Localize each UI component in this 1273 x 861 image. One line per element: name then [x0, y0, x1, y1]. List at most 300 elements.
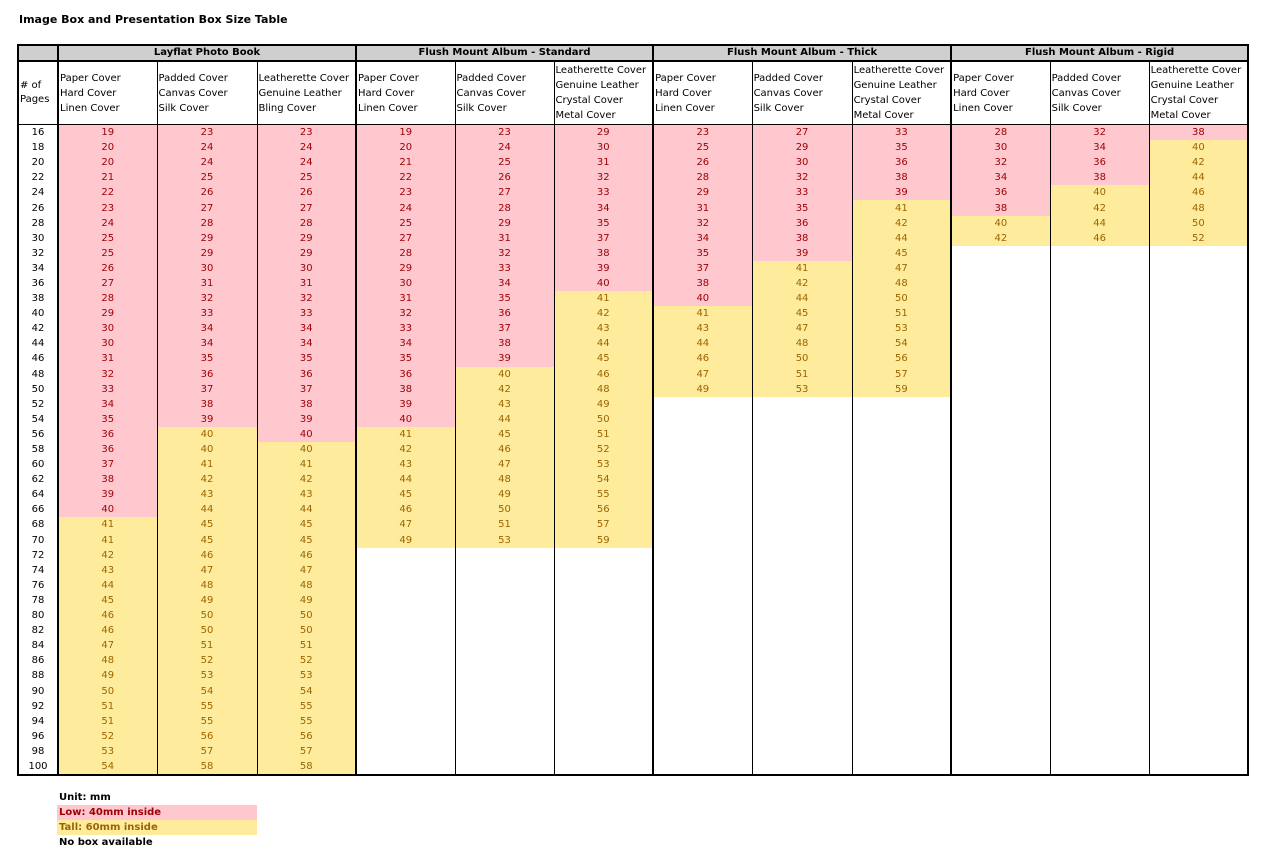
- box-size-cell: 36: [157, 367, 257, 382]
- box-size-cell: [356, 699, 455, 714]
- legend-low: Low: 40mm inside: [57, 805, 257, 820]
- box-size-cell: [554, 668, 653, 683]
- box-size-cell: 51: [257, 638, 356, 653]
- box-size-cell: 44: [653, 336, 752, 351]
- box-size-cell: 53: [752, 382, 852, 397]
- table-row: [18, 200, 1248, 215]
- cover-name: Silk Cover: [158, 102, 209, 114]
- box-size-cell: 40: [257, 442, 356, 457]
- cover-header-5: [554, 61, 653, 125]
- box-size-cell: 34: [257, 336, 356, 351]
- box-size-cell: [752, 578, 852, 593]
- box-size-cell: 31: [257, 276, 356, 291]
- box-size-cell: 43: [455, 397, 554, 412]
- box-size-cell: [356, 638, 455, 653]
- legend-tall: Tall: 60mm inside: [57, 820, 257, 835]
- box-size-cell: [356, 608, 455, 623]
- legend: [57, 790, 257, 850]
- box-size-cell: [1050, 683, 1149, 698]
- box-size-cell: [752, 397, 852, 412]
- table-row: [18, 517, 1248, 532]
- box-size-cell: [1149, 382, 1248, 397]
- box-size-cell: 40: [554, 276, 653, 291]
- box-size-cell: [1149, 502, 1248, 517]
- box-size-cell: [455, 608, 554, 623]
- box-size-cell: [1149, 593, 1248, 608]
- box-size-cell: [356, 744, 455, 759]
- box-size-cell: [554, 759, 653, 775]
- box-size-cell: [1050, 367, 1149, 382]
- table-row: [18, 276, 1248, 291]
- box-size-cell: 33: [554, 185, 653, 200]
- box-size-cell: 57: [257, 744, 356, 759]
- box-size-cell: 53: [58, 744, 157, 759]
- box-size-cell: 32: [554, 170, 653, 185]
- box-size-cell: [653, 457, 752, 472]
- box-size-cell: 43: [58, 563, 157, 578]
- box-size-cell: 24: [455, 140, 554, 155]
- box-size-cell: 35: [157, 351, 257, 366]
- box-size-cell: 31: [58, 351, 157, 366]
- box-size-cell: [1050, 351, 1149, 366]
- box-size-cell: 31: [356, 291, 455, 306]
- box-size-cell: 29: [554, 125, 653, 141]
- box-size-cell: [554, 653, 653, 668]
- box-size-cell: [852, 578, 951, 593]
- box-size-cell: 41: [157, 457, 257, 472]
- box-size-cell: [752, 563, 852, 578]
- box-size-cell: [951, 759, 1050, 775]
- box-size-cell: 24: [257, 155, 356, 170]
- box-size-cell: [356, 668, 455, 683]
- table-row: [18, 668, 1248, 683]
- box-size-cell: [852, 699, 951, 714]
- box-size-cell: 44: [257, 502, 356, 517]
- box-size-cell: 41: [257, 457, 356, 472]
- box-size-cell: [455, 729, 554, 744]
- box-size-cell: 24: [356, 200, 455, 215]
- box-size-cell: 49: [257, 593, 356, 608]
- box-size-cell: [1050, 397, 1149, 412]
- box-size-cell: [1050, 306, 1149, 321]
- box-size-cell: 48: [1149, 200, 1248, 215]
- box-size-cell: [1050, 744, 1149, 759]
- box-size-cell: 45: [455, 427, 554, 442]
- box-size-cell: [852, 548, 951, 563]
- box-size-cell: [653, 653, 752, 668]
- box-size-cell: 39: [852, 185, 951, 200]
- box-size-cell: [653, 729, 752, 744]
- box-size-cell: 38: [1050, 170, 1149, 185]
- box-size-cell: 38: [157, 397, 257, 412]
- cover-name: Hard Cover: [953, 87, 1010, 99]
- box-size-cell: 48: [58, 653, 157, 668]
- table-row: [18, 155, 1248, 170]
- box-size-cell: 45: [157, 533, 257, 548]
- box-size-cell: [852, 714, 951, 729]
- box-size-cell: 53: [157, 668, 257, 683]
- box-size-cell: 25: [653, 140, 752, 155]
- box-size-cell: 55: [554, 487, 653, 502]
- box-size-cell: [1149, 487, 1248, 502]
- box-size-cell: 42: [356, 442, 455, 457]
- box-size-cell: 36: [1050, 155, 1149, 170]
- pages-header: [18, 61, 58, 125]
- box-size-cell: 44: [554, 336, 653, 351]
- box-size-cell: 50: [157, 608, 257, 623]
- box-size-cell: 28: [356, 246, 455, 261]
- box-size-cell: 49: [653, 382, 752, 397]
- cover-name: Canvas Cover: [1051, 87, 1121, 99]
- box-size-cell: 59: [852, 382, 951, 397]
- box-size-cell: 45: [58, 593, 157, 608]
- box-size-cell: 53: [852, 321, 951, 336]
- cover-header-8: [852, 61, 951, 125]
- box-size-cell: 31: [157, 276, 257, 291]
- cover-name: Leatherette Cover: [1150, 65, 1242, 76]
- box-size-cell: [852, 563, 951, 578]
- box-size-cell: [752, 744, 852, 759]
- box-size-cell: 50: [752, 351, 852, 366]
- page-count-cell: 22: [18, 170, 58, 185]
- box-size-cell: 47: [58, 638, 157, 653]
- cover-name: Padded Cover: [456, 72, 526, 84]
- box-size-cell: [554, 578, 653, 593]
- page-count-cell: 98: [18, 744, 58, 759]
- box-size-cell: 34: [554, 200, 653, 215]
- page-count-cell: 44: [18, 336, 58, 351]
- box-size-cell: [356, 759, 455, 775]
- box-size-cell: [1149, 578, 1248, 593]
- box-size-cell: [554, 683, 653, 698]
- box-size-cell: 50: [257, 608, 356, 623]
- box-size-cell: 29: [752, 140, 852, 155]
- box-size-cell: [1050, 548, 1149, 563]
- box-size-cell: [1050, 487, 1149, 502]
- box-size-cell: 49: [157, 593, 257, 608]
- box-size-cell: [951, 442, 1050, 457]
- box-size-cell: 45: [752, 306, 852, 321]
- box-size-cell: 36: [58, 442, 157, 457]
- box-size-cell: 56: [852, 351, 951, 366]
- box-size-cell: 32: [1050, 125, 1149, 141]
- box-size-cell: 51: [157, 638, 257, 653]
- cover-name: Canvas Cover: [456, 87, 526, 99]
- box-size-cell: 37: [554, 231, 653, 246]
- box-size-cell: 51: [58, 699, 157, 714]
- cover-header-1: [157, 61, 257, 125]
- box-size-table: [17, 44, 1249, 776]
- box-size-cell: [554, 699, 653, 714]
- box-size-cell: 19: [356, 125, 455, 141]
- table-row: [18, 412, 1248, 427]
- box-size-cell: 30: [157, 261, 257, 276]
- box-size-cell: 25: [157, 170, 257, 185]
- box-size-cell: [653, 638, 752, 653]
- box-size-cell: 19: [58, 125, 157, 141]
- box-size-cell: [951, 668, 1050, 683]
- box-size-cell: [1050, 321, 1149, 336]
- box-size-cell: [951, 744, 1050, 759]
- box-size-cell: 42: [852, 216, 951, 231]
- box-size-cell: 24: [257, 140, 356, 155]
- box-size-cell: 48: [752, 336, 852, 351]
- box-size-cell: [1050, 638, 1149, 653]
- page-count-cell: 32: [18, 246, 58, 261]
- box-size-cell: [356, 653, 455, 668]
- box-size-cell: [1149, 699, 1248, 714]
- box-size-cell: [1050, 382, 1149, 397]
- box-size-cell: [951, 623, 1050, 638]
- box-size-cell: 28: [455, 200, 554, 215]
- box-size-cell: [951, 729, 1050, 744]
- box-size-cell: 32: [951, 155, 1050, 170]
- box-size-cell: 25: [58, 231, 157, 246]
- table-row: [18, 125, 1248, 141]
- page-count-cell: 64: [18, 487, 58, 502]
- box-size-cell: 41: [554, 291, 653, 306]
- table-row: [18, 231, 1248, 246]
- box-size-cell: 55: [257, 699, 356, 714]
- box-size-cell: 50: [455, 502, 554, 517]
- table-row: [18, 593, 1248, 608]
- box-size-cell: 50: [257, 623, 356, 638]
- box-size-cell: [951, 276, 1050, 291]
- box-size-cell: [653, 608, 752, 623]
- box-size-cell: 48: [852, 276, 951, 291]
- box-size-cell: [1149, 683, 1248, 698]
- box-size-cell: [1050, 291, 1149, 306]
- box-size-cell: 36: [852, 155, 951, 170]
- box-size-cell: 50: [554, 412, 653, 427]
- box-size-cell: 25: [257, 170, 356, 185]
- box-size-cell: [752, 759, 852, 775]
- box-size-cell: 51: [58, 714, 157, 729]
- box-size-cell: [951, 472, 1050, 487]
- table-row: [18, 578, 1248, 593]
- box-size-cell: 29: [157, 246, 257, 261]
- box-size-cell: 58: [157, 759, 257, 775]
- page-count-cell: 62: [18, 472, 58, 487]
- box-size-cell: 48: [455, 472, 554, 487]
- table-row: [18, 321, 1248, 336]
- box-size-cell: 40: [157, 442, 257, 457]
- table-row: [18, 427, 1248, 442]
- box-size-cell: 29: [58, 306, 157, 321]
- box-size-cell: 33: [157, 306, 257, 321]
- box-size-cell: [951, 593, 1050, 608]
- box-size-cell: 41: [58, 517, 157, 532]
- box-size-cell: 57: [852, 367, 951, 382]
- page-count-cell: 94: [18, 714, 58, 729]
- box-size-cell: [1149, 714, 1248, 729]
- box-size-cell: 45: [554, 351, 653, 366]
- cover-name: Silk Cover: [456, 102, 507, 114]
- cover-name: Canvas Cover: [753, 87, 823, 99]
- box-size-cell: 53: [257, 668, 356, 683]
- box-size-cell: [951, 291, 1050, 306]
- box-size-cell: 42: [1149, 155, 1248, 170]
- legend-unit: Unit: mm: [59, 792, 111, 803]
- box-size-cell: [455, 593, 554, 608]
- box-size-cell: 49: [356, 533, 455, 548]
- box-size-cell: 46: [1149, 185, 1248, 200]
- box-size-cell: [356, 714, 455, 729]
- box-size-cell: [653, 578, 752, 593]
- table-row: [18, 744, 1248, 759]
- group-header-flush-thick: Flush Mount Album - Thick: [653, 45, 951, 61]
- box-size-cell: 41: [58, 533, 157, 548]
- cover-name: Crystal Cover: [1150, 95, 1219, 106]
- box-size-cell: [356, 593, 455, 608]
- box-size-cell: [951, 321, 1050, 336]
- table-row: [18, 170, 1248, 185]
- box-size-cell: [1149, 306, 1248, 321]
- page-count-cell: 60: [18, 457, 58, 472]
- box-size-cell: 46: [356, 502, 455, 517]
- page-count-cell: 30: [18, 231, 58, 246]
- cover-name: Leatherette Cover: [555, 65, 647, 76]
- box-size-cell: 42: [157, 472, 257, 487]
- box-size-cell: [951, 563, 1050, 578]
- pages-header-line2: Pages: [20, 94, 50, 105]
- box-size-cell: [951, 427, 1050, 442]
- box-size-cell: [951, 487, 1050, 502]
- box-size-cell: 30: [257, 261, 356, 276]
- box-size-cell: [1050, 759, 1149, 775]
- box-size-cell: 27: [455, 185, 554, 200]
- box-size-cell: 38: [58, 472, 157, 487]
- box-size-cell: 50: [157, 623, 257, 638]
- table-row: [18, 714, 1248, 729]
- box-size-cell: 47: [157, 563, 257, 578]
- page-count-cell: 40: [18, 306, 58, 321]
- box-size-cell: [951, 548, 1050, 563]
- box-size-cell: 54: [58, 759, 157, 775]
- box-size-cell: [455, 759, 554, 775]
- box-size-cell: 45: [157, 517, 257, 532]
- box-size-cell: [852, 397, 951, 412]
- box-size-cell: 28: [653, 170, 752, 185]
- cover-name: Crystal Cover: [853, 95, 922, 106]
- box-size-cell: 25: [58, 246, 157, 261]
- box-size-cell: 33: [752, 185, 852, 200]
- box-size-cell: 27: [257, 200, 356, 215]
- box-size-cell: 45: [257, 517, 356, 532]
- box-size-cell: [554, 563, 653, 578]
- box-size-cell: 48: [257, 578, 356, 593]
- box-size-cell: [951, 246, 1050, 261]
- box-size-cell: [1149, 457, 1248, 472]
- box-size-cell: [554, 593, 653, 608]
- box-size-cell: 45: [257, 533, 356, 548]
- box-size-cell: 29: [157, 231, 257, 246]
- box-size-cell: 34: [157, 336, 257, 351]
- box-size-cell: 52: [1149, 231, 1248, 246]
- box-size-cell: [1149, 744, 1248, 759]
- box-size-cell: 22: [58, 185, 157, 200]
- box-size-cell: 24: [157, 140, 257, 155]
- box-size-cell: 38: [455, 336, 554, 351]
- box-size-cell: 40: [356, 412, 455, 427]
- page-count-cell: 74: [18, 563, 58, 578]
- cover-header-4: [455, 61, 554, 125]
- box-size-cell: 40: [157, 427, 257, 442]
- cover-name: Genuine Leather: [853, 80, 937, 91]
- box-size-cell: 37: [257, 382, 356, 397]
- box-size-cell: 22: [356, 170, 455, 185]
- cover-header-3: [356, 61, 455, 125]
- box-size-cell: [554, 548, 653, 563]
- page-count-cell: 100: [18, 759, 58, 775]
- table-row: [18, 291, 1248, 306]
- box-size-cell: [951, 306, 1050, 321]
- box-size-cell: 30: [951, 140, 1050, 155]
- box-size-cell: 39: [58, 487, 157, 502]
- box-size-cell: [752, 412, 852, 427]
- page-count-cell: 56: [18, 427, 58, 442]
- box-size-cell: [1149, 336, 1248, 351]
- box-size-cell: [852, 472, 951, 487]
- table-row: [18, 306, 1248, 321]
- box-size-cell: 47: [356, 517, 455, 532]
- box-size-cell: [653, 744, 752, 759]
- cover-name: Silk Cover: [753, 102, 804, 114]
- box-size-cell: [1050, 699, 1149, 714]
- box-size-cell: [653, 623, 752, 638]
- box-size-cell: 34: [157, 321, 257, 336]
- box-size-cell: [554, 714, 653, 729]
- box-size-cell: 26: [157, 185, 257, 200]
- box-size-cell: 34: [58, 397, 157, 412]
- box-size-cell: 44: [1149, 170, 1248, 185]
- box-size-cell: [1050, 517, 1149, 532]
- box-size-cell: [1149, 367, 1248, 382]
- box-size-cell: 43: [356, 457, 455, 472]
- box-size-cell: [1149, 638, 1248, 653]
- cover-name: Padded Cover: [753, 72, 823, 84]
- box-size-cell: 51: [752, 367, 852, 382]
- box-size-cell: [951, 351, 1050, 366]
- box-size-cell: 53: [455, 533, 554, 548]
- box-size-cell: 43: [554, 321, 653, 336]
- box-size-cell: [356, 683, 455, 698]
- box-size-cell: [951, 397, 1050, 412]
- box-size-cell: 23: [157, 125, 257, 141]
- box-size-cell: 24: [157, 155, 257, 170]
- box-size-cell: [852, 668, 951, 683]
- box-size-cell: 42: [58, 548, 157, 563]
- cover-name: Leatherette Cover: [853, 65, 945, 76]
- page-count-cell: 90: [18, 683, 58, 698]
- box-size-cell: [455, 744, 554, 759]
- box-size-cell: [1050, 472, 1149, 487]
- page-count-cell: 86: [18, 653, 58, 668]
- table-row: [18, 623, 1248, 638]
- box-size-cell: [554, 623, 653, 638]
- cover-name: Metal Cover: [555, 110, 616, 121]
- box-size-cell: 47: [257, 563, 356, 578]
- box-size-cell: [1149, 246, 1248, 261]
- cover-name: Hard Cover: [655, 87, 712, 99]
- box-size-cell: 51: [852, 306, 951, 321]
- box-size-cell: [455, 653, 554, 668]
- box-size-cell: 34: [1050, 140, 1149, 155]
- box-size-cell: 48: [157, 578, 257, 593]
- box-size-cell: 42: [455, 382, 554, 397]
- box-size-cell: [653, 683, 752, 698]
- box-size-cell: [1149, 563, 1248, 578]
